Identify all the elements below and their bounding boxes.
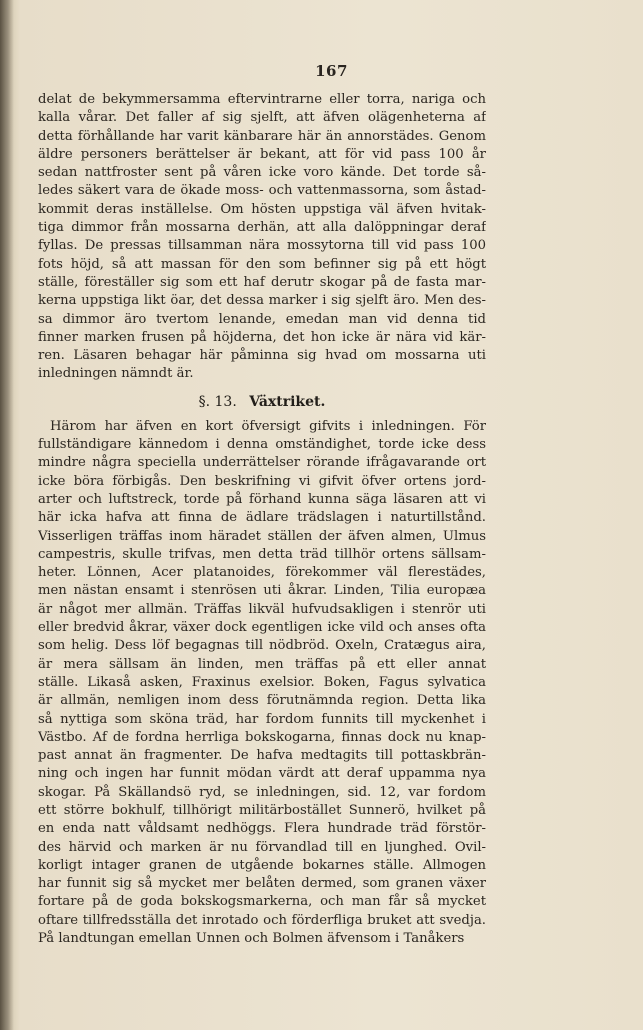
text-line: en enda natt våldsamt nedhöggs. Flera hundrade träd förstör- <box>38 821 486 837</box>
text-line: arter och luftstreck, torde på förhand kunna säga läsaren att vi <box>38 491 486 507</box>
text-line: heter. Lönnen, Acer platanoides, förekommer väl flerestädes, <box>38 565 486 581</box>
text-line: inledningen nämndt är. <box>38 366 194 382</box>
text-line: men nästan ensamt i stenrösen uti åkrar. Linden, Tilia europæa <box>38 583 486 599</box>
text-line: ställe. Likaså asken, Fraxinus exelsior. Boken, Fagus sylvatica <box>38 674 486 690</box>
text-line: sedan nattfroster sent på våren icke voro kände. Det torde så- <box>38 165 486 181</box>
text-line: delat de bekymmersamma eftervintrarne eller torra, nariga och <box>38 92 486 107</box>
text-line: kalla vårar. Det faller af sig sjelft, att äfven olägenheterna af <box>38 110 486 126</box>
text-line: som helig. Dess löf begagnas till nödbröd. Oxeln, Cratægus aira, <box>38 638 486 654</box>
text-line: är något mer allmän. Träffas likväl hufvudsakligen i stenrör uti <box>38 601 486 617</box>
text-line: kerna uppstiga likt öar, det dessa marker i sig sjelft äro. Men des- <box>38 293 486 309</box>
text-line: har funnit sig så mycket mer belåten dermed, som granen växer <box>38 876 486 892</box>
text-line: oftare tillfredsställa det inrotado och förderfliga bruket att svedja. <box>38 912 486 928</box>
text-line: eller bredvid åkrar, växer dock egentligen icke vild och anses ofta <box>38 620 486 636</box>
page-number <box>0 62 643 80</box>
text-line: ren. Läsaren behagar här påminna sig hvad om mossarna uti <box>38 348 486 364</box>
text-line: ning och ingen har funnit mödan värdt att deraf uppamma nya <box>38 766 486 782</box>
body-text <box>38 91 486 948</box>
section-title: Växtriket. <box>249 393 326 410</box>
text-line: är allmän, nemligen inom dess förutnämnda region. Detta lika <box>38 693 486 709</box>
text-line: här icka hafva att finna de ädlare trädslagen i naturtillstånd. <box>38 510 486 526</box>
text-line: Västbo. Af de fordna herrliga bokskogarna, finnas dock nu knap- <box>38 729 486 745</box>
section-heading <box>38 392 486 412</box>
text-line: fyllas. De pressas tillsamman nära mossytorna till vid pass 100 <box>38 238 486 254</box>
text-line: ledes säkert vara de ökade moss- och vattenmassorna, som åstad- <box>38 183 486 199</box>
paragraph-1 <box>38 91 486 384</box>
text-line: är mera sällsam än linden, men träffas på ett eller annat <box>38 656 486 672</box>
text-line: fortare på de goda bokskogsmarkerna, och man får så mycket <box>38 894 486 910</box>
text-line: finner marken frusen på höjderna, det hon icke är nära vid kär- <box>38 329 486 345</box>
text-line: fullständigare kännedom i denna omständighet, torde icke dess <box>38 437 486 453</box>
text-line: Härom har äfven en kort öfversigt gifvits i inledningen. För <box>50 418 486 434</box>
paragraph-2 <box>38 418 486 949</box>
text-line: äldre personers berättelser är bekant, att för vid pass 100 år <box>38 146 486 162</box>
text-line: des härvid och marken är nu förvandlad till en ljunghed. Ovil- <box>38 839 486 855</box>
text-line: detta förhållande har varit känbarare här än annorstädes. Genom <box>38 128 486 144</box>
section-number: §. 13. <box>198 393 237 410</box>
text-line: korligt intager granen de utgående bokarnes ställe. Allmogen <box>38 857 486 873</box>
text-line: ställe, föreställer sig som ett haf derutr skogar på de fasta mar- <box>38 274 486 290</box>
text-line: mindre några speciella underrättelser rörande ifrågavarande ort <box>38 455 486 471</box>
text-line: skogar. På Skällandsö ryd, se inledningen, sid. 12, var fordom <box>38 784 486 800</box>
text-line: tiga dimmor från mossarna derhän, att alla dalöppningar deraf <box>38 220 486 236</box>
text-line: ett större bokhulf, tillhörigt militärbostället Sunnerö, hvilket på <box>38 802 486 818</box>
text-line: campestris, skulle trifvas, men detta träd tillhör ortens sällsam- <box>38 546 486 562</box>
page-number-text: 167 <box>315 62 348 80</box>
text-line: så nyttiga som sköna träd, har fordom funnits till myckenhet i <box>38 711 486 727</box>
text-line: past annat än fragmenter. De hafva medtagits till pottaskbrän- <box>38 748 486 764</box>
text-line: icke böra förbigås. Den beskrifning vi gifvit öfver ortens jord- <box>38 473 486 489</box>
page-binding-shadow <box>0 0 14 1030</box>
text-line: Visserligen träffas inom häradet ställen der äfven almen, Ulmus <box>38 528 486 544</box>
text-line: kommit deras inställelse. Om hösten uppstiga väl äfven hvitak- <box>38 201 486 217</box>
text-line: fots höjd, så att massan för den som befinner sig på ett högt <box>38 256 486 272</box>
text-line: sa dimmor äro tvertom lenande, emedan man vid denna tid <box>38 311 486 327</box>
text-line: På landtungan emellan Unnen och Bolmen äfvensom i Tanåkers <box>38 931 465 947</box>
